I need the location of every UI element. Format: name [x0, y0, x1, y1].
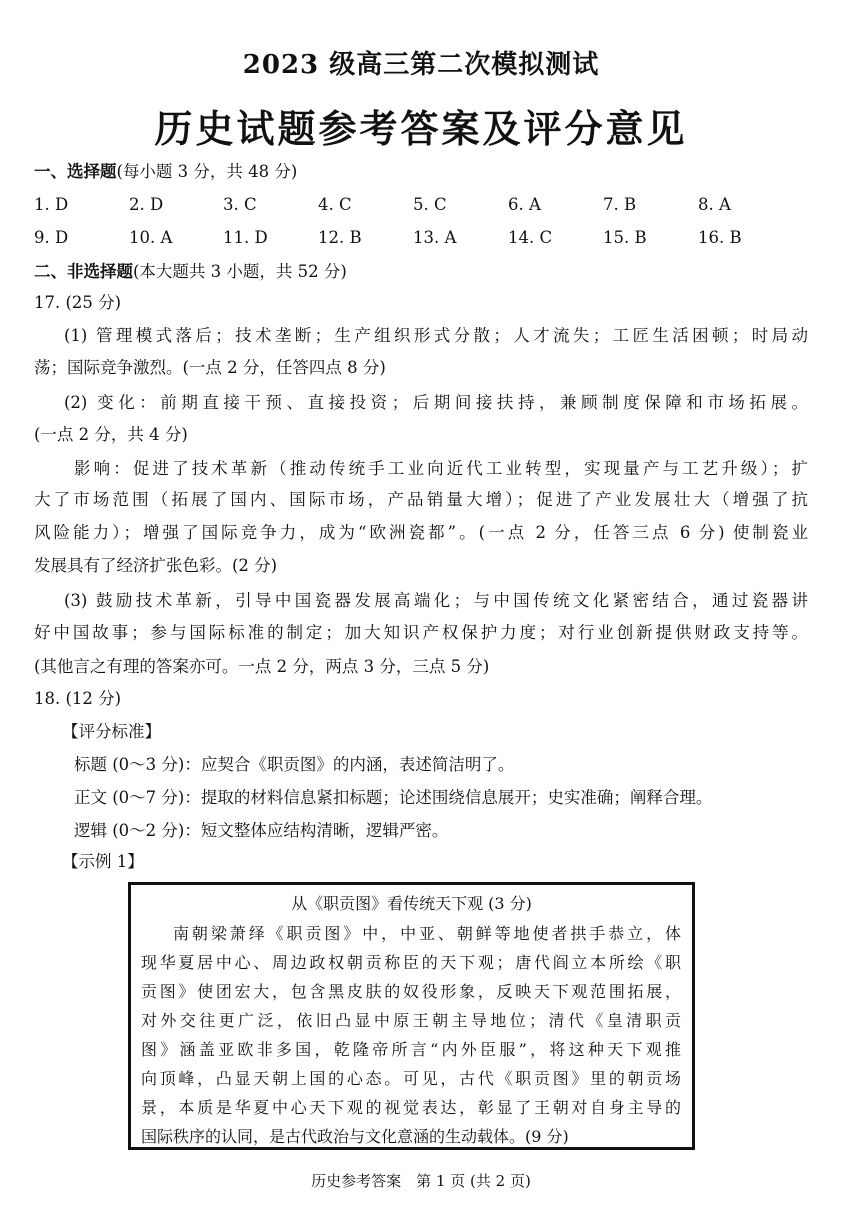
example-line: 向顶峰，凸显天朝上国的心态。可见，古代《职贡图》里的朝贡场	[141, 1069, 681, 1088]
answer-item: 16. B	[698, 228, 742, 247]
answer-item: 6. A	[508, 195, 541, 214]
answer-item: 10. A	[129, 228, 173, 247]
criteria-item: 标题 (0～3 分)：应契合《职贡图》的内涵，表述简洁明了。	[74, 755, 515, 774]
q17-line: 风险能力）；增强了国际竞争力，成为“欧洲瓷都”。(一点 2 分，任答三点 6 分) 使制瓷业	[34, 523, 808, 542]
answer-item: 2. D	[129, 195, 164, 214]
q18-label: 18. (12 分)	[34, 689, 122, 708]
example-line: 南朝梁萧绎《职贡图》中，中亚、朝鲜等地使者拱手恭立，体	[173, 924, 681, 943]
document-title: 历史试题参考答案及评分意见	[154, 106, 688, 151]
answer-item: 15. B	[603, 228, 647, 247]
section1-heading-line	[34, 161, 297, 183]
section2-heading-line	[34, 261, 347, 283]
answer-item: 11. D	[223, 228, 268, 247]
section1-heading: 一、选择题	[34, 162, 117, 181]
example-heading: 【示例 1】	[62, 852, 144, 871]
criteria-item: 正文 (0～7 分)：提取的材料信息紧扣标题；论述围绕信息展开；史实准确；阐释合理。	[74, 788, 713, 807]
section2-heading: 二、非选择题	[34, 262, 133, 281]
example-essay-box	[128, 882, 695, 1150]
q17-line: (一点 2 分，共 4 分)	[34, 425, 188, 444]
answer-item: 12. B	[318, 228, 362, 247]
exam-title: 2023 级高三第二次模拟测试	[242, 50, 600, 80]
q17-line: (1) 管理模式落后；技术垄断；生产组织形式分散；人才流失；工匠生活困顿；时局动	[64, 326, 808, 345]
answer-item: 13. A	[413, 228, 457, 247]
q17-line: (3) 鼓励技术革新，引导中国瓷器发展高端化；与中国传统文化紧密结合，通过瓷器讲	[64, 591, 808, 610]
q17-line: 好中国故事；参与国际标准的制定；加大知识产权保护力度；对行业创新提供财政支持等。	[34, 623, 808, 642]
example-line: 对外交往更广泛，依旧凸显中原王朝主导地位；清代《皇清职贡	[141, 1011, 681, 1030]
answer-item: 5. C	[413, 195, 447, 214]
criteria-item: 逻辑 (0～2 分)：短文整体应结构清晰，逻辑严密。	[74, 821, 449, 840]
answer-item: 3. C	[223, 195, 257, 214]
q17-line: 影响：促进了技术革新（推动传统手工业向近代工业转型，实现量产与工艺升级）；扩	[74, 459, 808, 478]
example-line: 图》涵盖亚欧非多国，乾隆帝所言“内外臣服”，将这种天下观推	[141, 1040, 681, 1059]
answer-item: 1. D	[34, 195, 69, 214]
criteria-heading: 【评分标准】	[62, 722, 161, 741]
example-title: 从《职贡图》看传统天下观 (3 分)	[291, 894, 532, 913]
answer-item: 8. A	[698, 195, 731, 214]
example-line: 国际秩序的认同，是古代政治与文化意涵的生动载体。(9 分)	[141, 1127, 569, 1146]
answer-item: 9. D	[34, 228, 69, 247]
section1-note: (每小题 3 分，共 48 分)	[116, 162, 298, 181]
answer-item: 14. C	[508, 228, 553, 247]
answer-item: 4. C	[318, 195, 352, 214]
q17-line: 发展具有了经济扩张色彩。(2 分)	[34, 556, 278, 575]
example-line: 贡图》使团宏大，包含黑皮肤的奴役形象，反映天下观范围拓展，	[141, 982, 681, 1001]
section2-note: (本大题共 3 小题，共 52 分)	[133, 262, 347, 281]
q17-line: (2) 变化：前期直接干预、直接投资；后期间接扶持，兼顾制度保障和市场拓展。	[64, 393, 808, 412]
example-line: 现华夏居中心、周边政权朝贡称臣的天下观；唐代阎立本所绘《职	[141, 953, 681, 972]
q17-line: 荡；国际竞争激烈。(一点 2 分，任答四点 8 分)	[34, 358, 386, 377]
q17-label: 17. (25 分)	[34, 293, 122, 312]
answer-item: 7. B	[603, 195, 637, 214]
page-footer: 历史参考答案 第 1 页 (共 2 页)	[311, 1172, 531, 1190]
q17-line: (其他言之有理的答案亦可。一点 2 分，两点 3 分，三点 5 分)	[34, 657, 490, 676]
q17-line: 大了市场范围（拓展了国内、国际市场，产品销量大增）；促进了产业发展壮大（增强了抗	[34, 490, 808, 509]
example-line: 景，本质是华夏中心天下观的视觉表达，彰显了王朝对自身主导的	[141, 1098, 681, 1117]
